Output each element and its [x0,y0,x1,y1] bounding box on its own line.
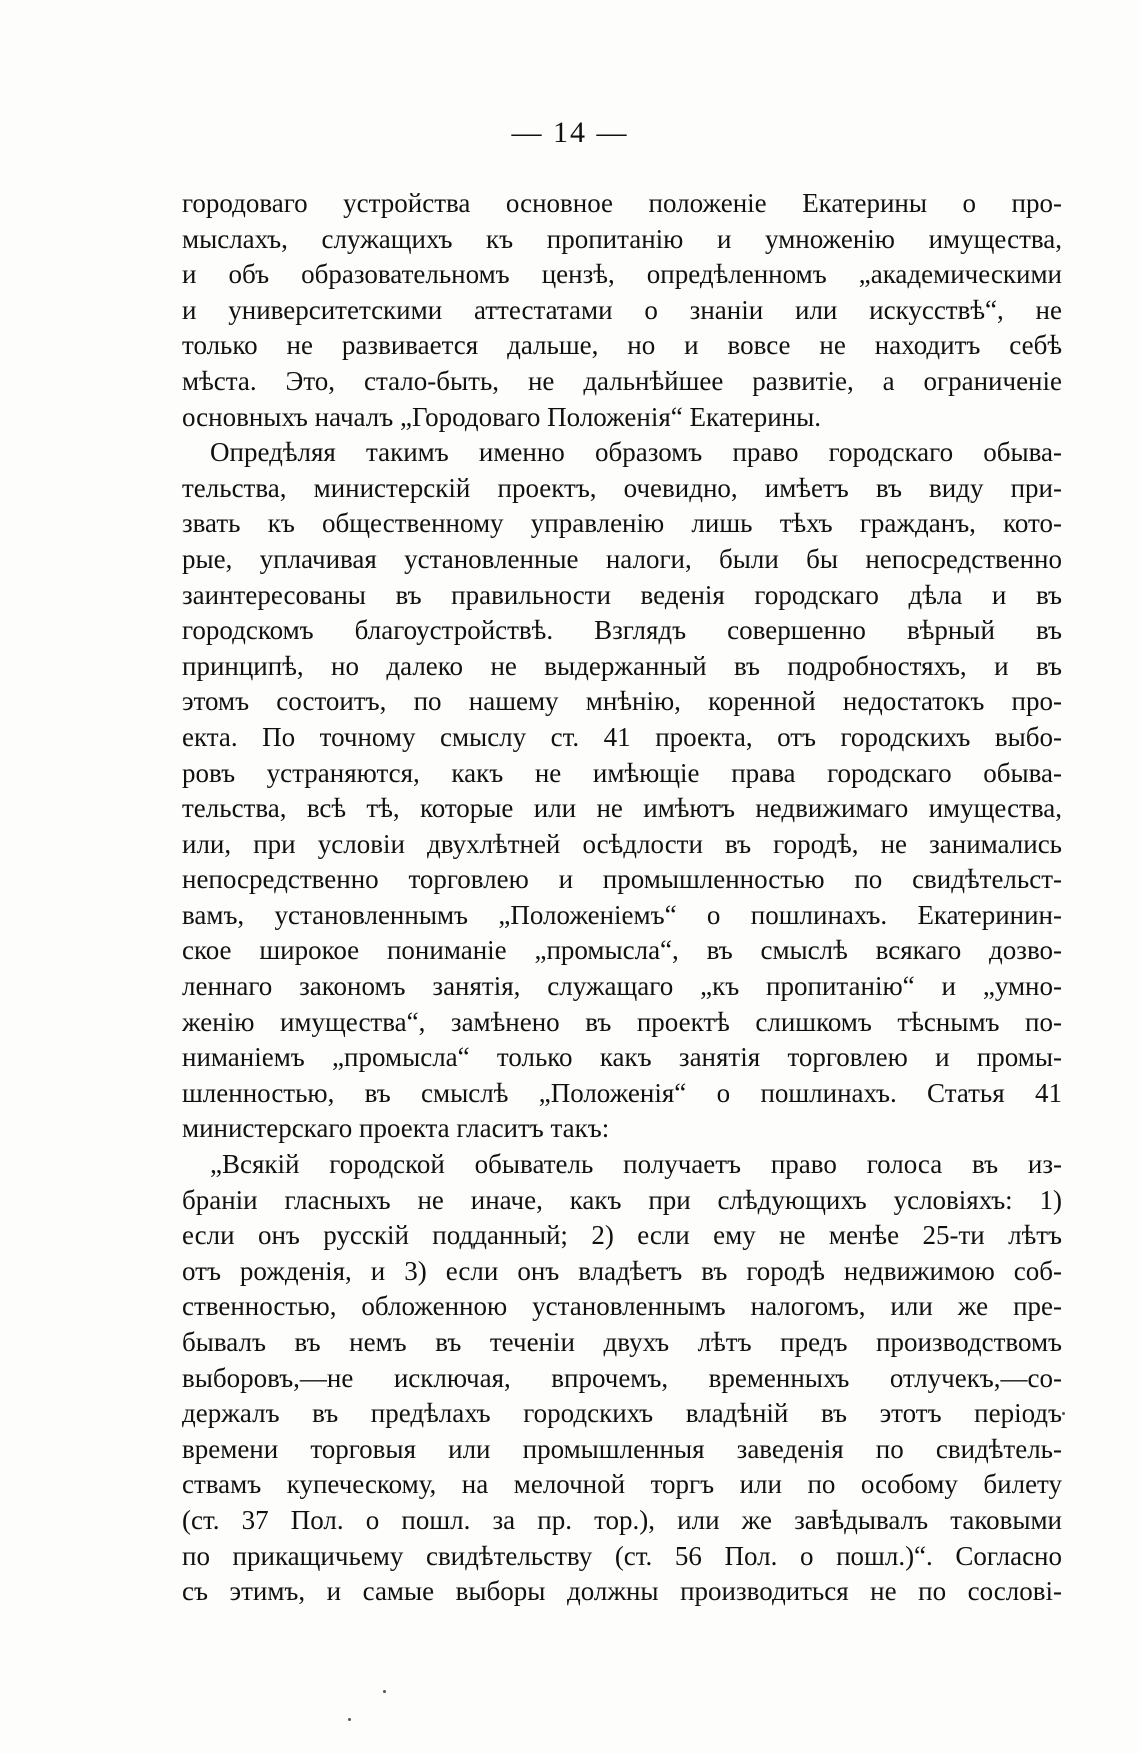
text-line: тельства, министерскій проектъ, очевидно, имѣетъ въ виду при- [182,472,1062,503]
text-line: шленностью, въ смыслѣ „Положенія“ о пошлинахъ. Статья 41 [182,1077,1062,1108]
text-line: женію имущества“, замѣнено въ проектѣ слишкомъ тѣснымъ по- [182,1006,1062,1037]
text-line: съ этимъ, и самые выборы должны производиться не по сослові- [182,1576,1062,1607]
text-line: ровъ устраняются, какъ не имѣющіе права городскаго обыва- [182,757,1062,788]
text-line: Опредѣляя такимъ именно образомъ право городскаго обыва- [210,437,1062,468]
text-line: держалъ въ предѣлахъ городскихъ владѣній въ этотъ періодъ [182,1398,1062,1429]
text-line: „Всякій городской обыватель получаетъ право голоса въ из- [210,1149,1062,1180]
text-line: времени торговыя или промышленныя заведенія по свидѣтель- [182,1433,1062,1464]
text-line: городскомъ благоустройствѣ. Взглядъ совершенно вѣрный въ [182,615,1062,646]
text-line: по прикащичьему свидѣтельству (ст. 56 Пол. о пошл.)“. Согласно [182,1540,1062,1571]
text-line: рые, уплачивая установленные налоги, были бы непосредственно [182,543,1062,574]
text-line: ствамъ купеческому, на мелочной торгъ или по особому билету [182,1469,1062,1500]
paper-speck [1062,1412,1065,1415]
text-line: ниманіемъ „промысла“ только какъ занятія торговлею и промы- [182,1042,1062,1073]
text-line: или, при условіи двухлѣтней осѣдлости въ городѣ, не занимались [182,828,1062,859]
text-line: бывалъ въ немъ въ теченіи двухъ лѣтъ предъ производствомъ [182,1327,1062,1357]
text-line: если онъ русскій подданный; 2) если ему не менѣе 25-ти лѣтъ [182,1220,1062,1251]
text-line: браніи гласныхъ не иначе, какъ при слѣдующихъ условіяхъ: 1) [182,1184,1062,1215]
text-line: министерскаго проекта гласитъ такъ: [182,1113,610,1144]
text-line: отъ рожденія, и 3) если онъ владѣетъ въ городѣ недвижимою соб- [182,1255,1062,1286]
text-line: заинтересованы въ правильности веденія городскаго дѣла и въ [182,579,1062,610]
text-line: только не развивается дальше, но и вовсе не находитъ себѣ [182,330,1062,361]
page-number: — 14 — [511,116,629,149]
text-line: принципѣ, но далеко не выдержанный въ подробностяхъ, и въ [182,650,1062,681]
text-line: городоваго устройства основное положеніе Екатерины о про- [182,188,1062,218]
text-line: ское широкое пониманіе „промысла“, въ смыслѣ всякаго дозво- [182,935,1062,966]
text-line: тельства, всѣ тѣ, которые или не имѣютъ недвижимаго имущества, [182,793,1062,824]
body-text [182,186,1062,1610]
paper-speck [383,1690,386,1693]
text-line: мѣста. Это, стало-быть, не дальнѣйшее развитіе, а ограниченіе [182,365,1062,396]
text-line: звать къ общественному управленію лишь тѣхъ гражданъ, кото- [182,508,1062,539]
text-line: непосредственно торговлею и промышленностью по свидѣтельст- [182,864,1062,895]
text-line: выборовъ,—не исключая, впрочемъ, временныхъ отлучекъ,—со- [182,1362,1062,1393]
text-line: мыслахъ, служащихъ къ пропитанію и умноженію имущества, [182,223,1062,254]
text-line: (ст. 37 Пол. о пошл. за пр. тор.), или же завѣдывалъ таковыми [182,1504,1062,1535]
text-line: леннаго закономъ занятія, служащаго „къ пропитанію“ и „умно- [182,971,1062,1002]
text-line: ственностью, обложенною установленнымъ налогомъ, или же пре- [182,1291,1062,1322]
text-line: и университетскими аттестатами о знаніи или искусствѣ“, не [182,294,1062,325]
text-line: екта. По точному смыслу ст. 41 проекта, отъ городскихъ выбо- [182,721,1062,752]
text-line: и объ образовательномъ цензѣ, опредѣленномъ „академическими [182,259,1062,290]
text-line: основныхъ началъ „Городоваго Положенія“ Екатерины. [182,401,822,432]
text-line: вамъ, установленнымъ „Положеніемъ“ о пошлинахъ. Екатеринин- [182,899,1062,930]
text-line: этомъ состоитъ, по нашему мнѣнію, коренной недостатокъ про- [182,686,1062,717]
paper-speck [348,1718,351,1721]
